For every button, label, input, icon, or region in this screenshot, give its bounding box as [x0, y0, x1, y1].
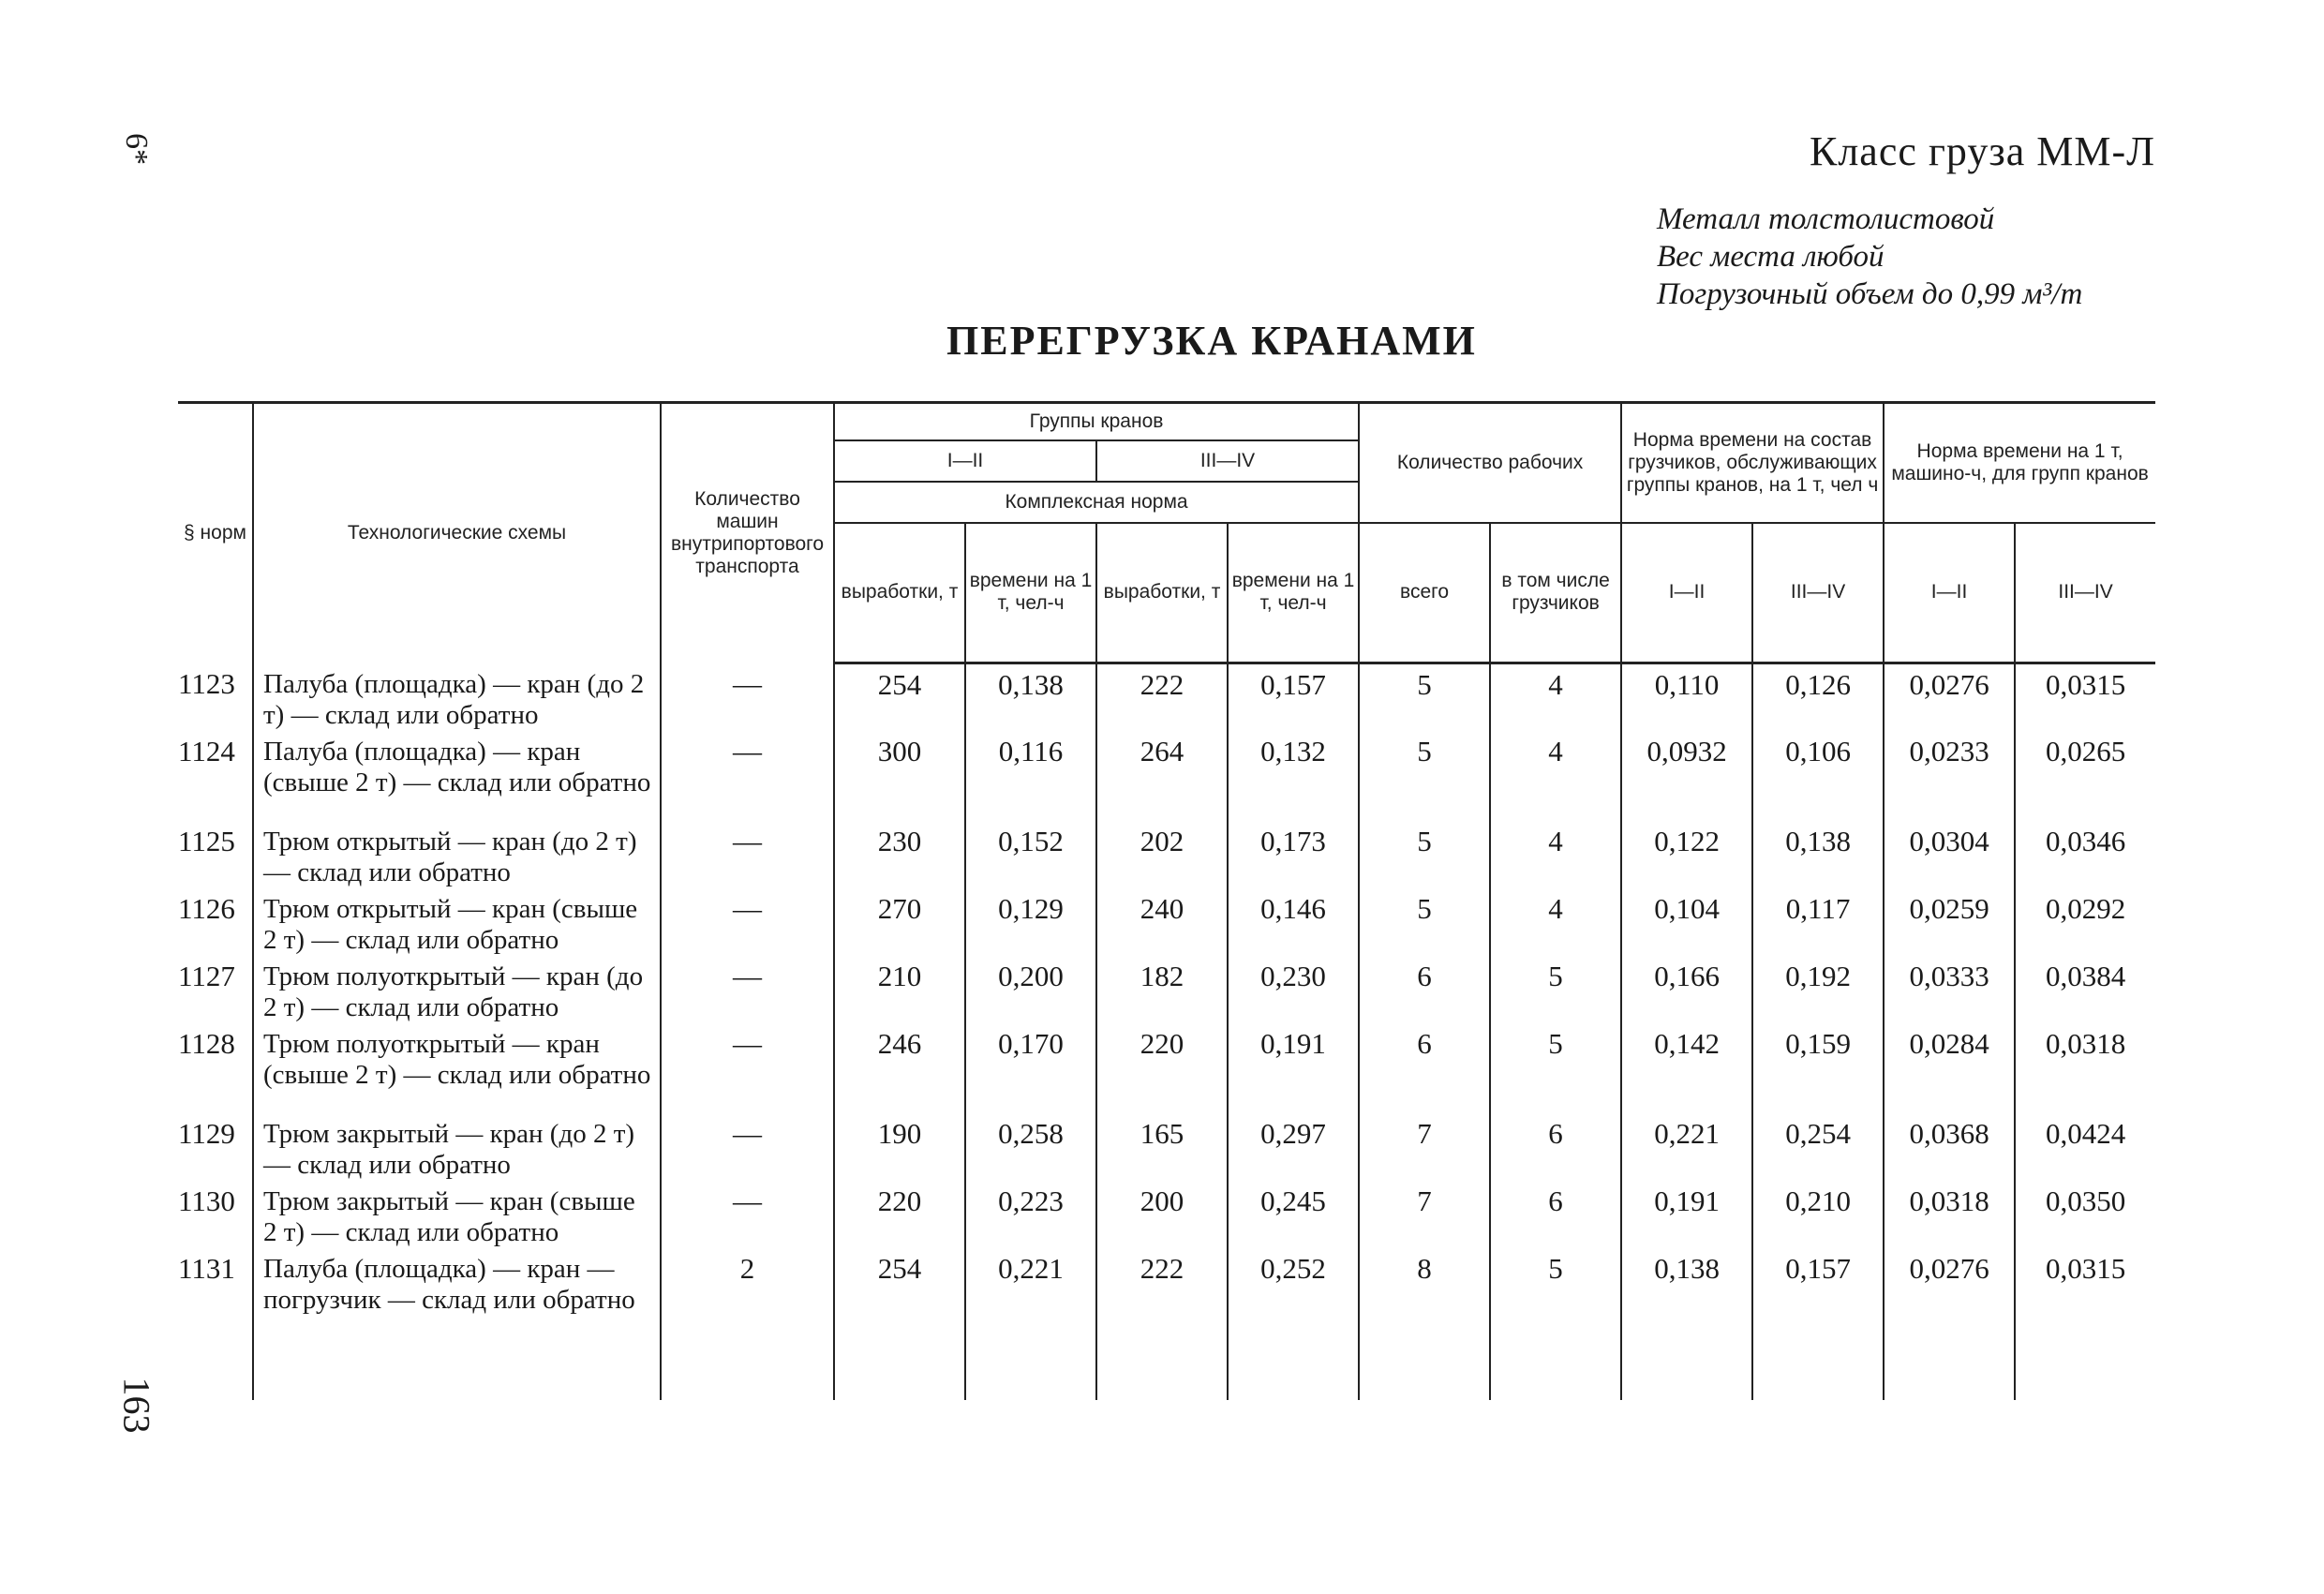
- norm-number: 1131: [178, 1251, 235, 1285]
- time-1-2: 0,200: [965, 956, 1096, 1023]
- empty-cell: [834, 1338, 965, 1400]
- header-norm: § норм: [178, 403, 253, 663]
- output-3-4: 182: [1096, 956, 1228, 1023]
- loader-norm-3-4: 0,106: [1752, 731, 1884, 821]
- output-1-2: 270: [834, 888, 965, 956]
- machine-norm-3-4: 0,0318: [2015, 1023, 2155, 1113]
- header-sub-1-2: I—II: [1621, 523, 1752, 663]
- machine-norm-1-2: 0,0276: [1884, 663, 2015, 731]
- machine-norm-1-2: 0,0304: [1884, 821, 2015, 888]
- loader-norm-3-4: 0,157: [1752, 1248, 1884, 1338]
- output-3-4: 222: [1096, 1248, 1228, 1338]
- loader-norm-1-2: 0,110: [1621, 663, 1752, 731]
- machine-norm-1-2: 0,0368: [1884, 1113, 2015, 1181]
- machines-count: —: [661, 731, 834, 821]
- output-3-4: 222: [1096, 663, 1228, 731]
- workers-loaders: 4: [1490, 888, 1621, 956]
- norm-number: 1129: [178, 1116, 235, 1150]
- empty-cell: [1490, 1338, 1621, 1400]
- header-group-3-4: III—IV: [1096, 440, 1359, 482]
- workers-loaders: 6: [1490, 1181, 1621, 1248]
- time-1-2: 0,170: [965, 1023, 1096, 1113]
- time-3-4: 0,191: [1228, 1023, 1359, 1113]
- workers-loaders: 6: [1490, 1113, 1621, 1181]
- table-row: [178, 821, 2155, 888]
- loader-norm-3-4: 0,210: [1752, 1181, 1884, 1248]
- time-3-4: 0,297: [1228, 1113, 1359, 1181]
- workers-total: 5: [1359, 888, 1490, 956]
- machine-norm-3-4: 0,0292: [2015, 888, 2155, 956]
- header-sub-1-2: I—II: [1884, 523, 2015, 663]
- workers-total: 7: [1359, 1181, 1490, 1248]
- machine-norm-1-2: 0,0284: [1884, 1023, 2015, 1113]
- time-3-4: 0,245: [1228, 1181, 1359, 1248]
- machine-norm-1-2: 0,0318: [1884, 1181, 2015, 1248]
- workers-loaders: 5: [1490, 956, 1621, 1023]
- loader-norm-1-2: 0,0932: [1621, 731, 1752, 821]
- loader-norm-1-2: 0,221: [1621, 1113, 1752, 1181]
- machines-count: —: [661, 888, 834, 956]
- output-3-4: 202: [1096, 821, 1228, 888]
- machines-count: —: [661, 663, 834, 731]
- machine-norm-3-4: 0,0346: [2015, 821, 2155, 888]
- output-3-4: 200: [1096, 1181, 1228, 1248]
- workers-total: 7: [1359, 1113, 1490, 1181]
- header-time: времени на 1 т, чел-ч: [965, 523, 1096, 663]
- output-3-4: 264: [1096, 731, 1228, 821]
- empty-cell: [661, 1338, 834, 1400]
- table-row: [178, 1181, 2155, 1248]
- empty-cell: [1359, 1338, 1490, 1400]
- header-machine-time-norm: Норма времени на 1 т, машино-ч, для групп кранов: [1884, 403, 2155, 523]
- machine-norm-3-4: 0,0384: [2015, 956, 2155, 1023]
- header-including-loaders: в том числе грузчиков: [1490, 523, 1621, 663]
- machine-norm-1-2: 0,0276: [1884, 1248, 2015, 1338]
- cargo-class-title: Класс груза ММ-Л: [1809, 128, 2155, 174]
- header-group-1-2: I—II: [834, 440, 1096, 482]
- output-3-4: 220: [1096, 1023, 1228, 1113]
- output-1-2: 254: [834, 1248, 965, 1338]
- machines-count: —: [661, 956, 834, 1023]
- time-1-2: 0,116: [965, 731, 1096, 821]
- loader-norm-1-2: 0,166: [1621, 956, 1752, 1023]
- table-row: [178, 956, 2155, 1023]
- cargo-info-line: Металл толстолистовой: [1657, 202, 1995, 236]
- header-total: всего: [1359, 523, 1490, 663]
- machines-count: —: [661, 821, 834, 888]
- norm-number: 1127: [178, 959, 235, 992]
- signature-mark: 6*: [119, 133, 154, 165]
- workers-loaders: 5: [1490, 1023, 1621, 1113]
- output-1-2: 246: [834, 1023, 965, 1113]
- header-time: времени на 1 т, чел-ч: [1228, 523, 1359, 663]
- scheme-text: Трюм открытый — кран (свыше 2 т) — склад или обратно: [253, 888, 661, 956]
- header-output: выработки, т: [1096, 523, 1228, 663]
- loader-norm-3-4: 0,159: [1752, 1023, 1884, 1113]
- header-complex-norm: Комплексная норма: [834, 482, 1359, 523]
- output-3-4: 240: [1096, 888, 1228, 956]
- machine-norm-1-2: 0,0259: [1884, 888, 2015, 956]
- machines-count: —: [661, 1181, 834, 1248]
- norm-number: 1124: [178, 734, 235, 767]
- time-3-4: 0,146: [1228, 888, 1359, 956]
- loader-norm-3-4: 0,254: [1752, 1113, 1884, 1181]
- output-1-2: 300: [834, 731, 965, 821]
- machine-norm-3-4: 0,0315: [2015, 1248, 2155, 1338]
- empty-cell: [253, 1338, 661, 1400]
- time-3-4: 0,252: [1228, 1248, 1359, 1338]
- page-number: 163: [115, 1377, 158, 1434]
- workers-loaders: 4: [1490, 731, 1621, 821]
- machine-norm-3-4: 0,0265: [2015, 731, 2155, 821]
- cargo-info-line: Вес места любой: [1657, 240, 1885, 274]
- header-loader-time-norm: Норма времени на состав грузчиков, обслуживающих группы кранов, на 1 т, чел ч: [1621, 403, 1884, 523]
- machines-count: —: [661, 1113, 834, 1181]
- workers-loaders: 5: [1490, 1248, 1621, 1338]
- machine-norm-3-4: 0,0315: [2015, 663, 2155, 731]
- scheme-text: Трюм открытый — кран (до 2 т) — склад или обратно: [253, 821, 661, 888]
- header-crane-groups: Группы кранов: [834, 403, 1359, 440]
- cargo-info: [1657, 201, 2082, 313]
- table-row: [178, 731, 2155, 821]
- workers-total: 5: [1359, 663, 1490, 731]
- table-row: [178, 663, 2155, 731]
- table-row: [178, 1023, 2155, 1113]
- table-row: [178, 888, 2155, 956]
- scheme-text: Палуба (площадка) — кран (до 2 т) — склад или обратно: [253, 663, 661, 731]
- loader-norm-1-2: 0,122: [1621, 821, 1752, 888]
- norm-number: 1130: [178, 1184, 235, 1217]
- machine-norm-1-2: 0,0333: [1884, 956, 2015, 1023]
- empty-cell: [965, 1338, 1096, 1400]
- loader-norm-1-2: 0,142: [1621, 1023, 1752, 1113]
- scheme-text: Трюм полуоткрытый — кран (до 2 т) — склад или обратно: [253, 956, 661, 1023]
- empty-cell: [1621, 1338, 1752, 1400]
- time-1-2: 0,258: [965, 1113, 1096, 1181]
- time-1-2: 0,221: [965, 1248, 1096, 1338]
- output-1-2: 190: [834, 1113, 965, 1181]
- norm-number: 1125: [178, 824, 235, 857]
- workers-total: 5: [1359, 821, 1490, 888]
- time-3-4: 0,132: [1228, 731, 1359, 821]
- workers-total: 8: [1359, 1248, 1490, 1338]
- header-machines: Количество машин внутрипортового транспорта: [661, 403, 834, 663]
- machine-norm-1-2: 0,0233: [1884, 731, 2015, 821]
- time-3-4: 0,157: [1228, 663, 1359, 731]
- time-1-2: 0,152: [965, 821, 1096, 888]
- machines-count: 2: [661, 1248, 834, 1338]
- empty-cell: [1228, 1338, 1359, 1400]
- scheme-text: Палуба (площадка) — кран — погрузчик — склад или обратно: [253, 1248, 661, 1338]
- workers-total: 6: [1359, 956, 1490, 1023]
- norm-number: 1123: [178, 666, 235, 700]
- loader-norm-1-2: 0,191: [1621, 1181, 1752, 1248]
- loader-norm-3-4: 0,138: [1752, 821, 1884, 888]
- time-3-4: 0,173: [1228, 821, 1359, 888]
- header-scheme: Технологические схемы: [253, 403, 661, 663]
- workers-loaders: 4: [1490, 821, 1621, 888]
- time-1-2: 0,138: [965, 663, 1096, 731]
- machine-norm-3-4: 0,0424: [2015, 1113, 2155, 1181]
- scheme-text: Трюм закрытый — кран (до 2 т) — склад или обратно: [253, 1113, 661, 1181]
- time-1-2: 0,223: [965, 1181, 1096, 1248]
- page-title: ПЕРЕГРУЗКА КРАНАМИ: [946, 318, 1477, 364]
- time-1-2: 0,129: [965, 888, 1096, 956]
- output-1-2: 210: [834, 956, 965, 1023]
- output-1-2: 220: [834, 1181, 965, 1248]
- loader-norm-3-4: 0,117: [1752, 888, 1884, 956]
- scheme-text: Трюм закрытый — кран (свыше 2 т) — склад или обратно: [253, 1181, 661, 1248]
- norm-number: 1128: [178, 1026, 235, 1060]
- output-1-2: 254: [834, 663, 965, 731]
- loader-norm-1-2: 0,138: [1621, 1248, 1752, 1338]
- empty-cell: [1752, 1338, 1884, 1400]
- norms-table: [178, 401, 2155, 1400]
- header-sub-3-4: III—IV: [1752, 523, 1884, 663]
- loader-norm-3-4: 0,126: [1752, 663, 1884, 731]
- workers-total: 5: [1359, 731, 1490, 821]
- cargo-info-line: Погрузочный объем до 0,99 м³/т: [1657, 277, 2083, 311]
- machine-norm-3-4: 0,0350: [2015, 1181, 2155, 1248]
- machines-count: —: [661, 1023, 834, 1113]
- scheme-text: Трюм полуоткрытый — кран (свыше 2 т) — склад или обратно: [253, 1023, 661, 1113]
- table-body: [178, 663, 2155, 1400]
- empty-cell: [2015, 1338, 2155, 1400]
- table-header: [178, 403, 2155, 663]
- header-output: выработки, т: [834, 523, 965, 663]
- scheme-text: Палуба (площадка) — кран (свыше 2 т) — склад или обратно: [253, 731, 661, 821]
- norm-number: 1126: [178, 891, 235, 925]
- header-sub-3-4: III—IV: [2015, 523, 2155, 663]
- empty-cell: [1884, 1338, 2015, 1400]
- workers-total: 6: [1359, 1023, 1490, 1113]
- loader-norm-3-4: 0,192: [1752, 956, 1884, 1023]
- table-filler-row: [178, 1338, 2155, 1400]
- header-workers: Количество рабочих: [1359, 403, 1621, 523]
- loader-norm-1-2: 0,104: [1621, 888, 1752, 956]
- empty-cell: [178, 1338, 253, 1400]
- table-row: [178, 1248, 2155, 1338]
- output-1-2: 230: [834, 821, 965, 888]
- table-row: [178, 1113, 2155, 1181]
- workers-loaders: 4: [1490, 663, 1621, 731]
- time-3-4: 0,230: [1228, 956, 1359, 1023]
- empty-cell: [1096, 1338, 1228, 1400]
- output-3-4: 165: [1096, 1113, 1228, 1181]
